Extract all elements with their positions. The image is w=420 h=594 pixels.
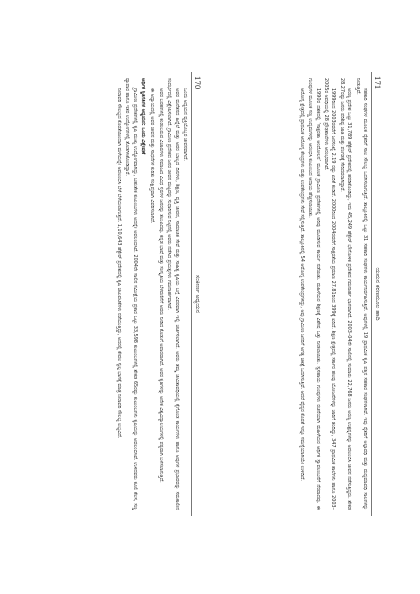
body-text <box>46 78 188 510</box>
paragraph: 1999ರಿಂದ 2003ರವರೆಗೆ ಜನಸಂಖ್ಯೆ 2.19 ರಷ್ಟು ಏರಿಕೆ ಕಂಡಿದೆ. 2000ರಿಂದ 2004ರವರೆಗೆ ಸಾಕ್ಷರತೆಯ ಪ್ರಮಾಣ 27.81ರಿಂದ 399ಕ್ಕೆ ಏರಿದೆ. ಶಿಕ್ಷಣ ಕ್ಷೇತ್ರದಲ್ಲಿ ಸರ್ಕಾರ ಹಲವು ಯೋಜನೆಗಳನ್ನು ಜಾರಿಗೆ ತಂದಿದ್ದು, 347 ಪ್ರಾಥಮಿಕ ಶಾಲೆಗಳು ಹಾಗೂ 2003–2005ರ ಅವಧಿಯಲ್ಲಿ 28 ಪ್ರೌಢಶಾಲೆಗಳು ಆರಂಭವಾಗಿವೆ. <box>322 78 337 510</box>
right-page <box>220 72 384 516</box>
header-rule <box>371 72 372 516</box>
paragraph: ನೀರಾವರಿ ಸೌಲಭ್ಯದ ಕೊರತೆಯಿಂದಾಗಿ ಮಳೆಯನ್ನೇ ಅವಲಂಬಿಸಿ ಬೆಳೆ ಬೆಳೆಯಲಾಗುತ್ತದೆ. 1,10,643 ಹೆಕ್ಟೇರ್ ಪ್ರದೇಶದಲ್ಲಿ ಕೃಷಿ ಚಟುವಟಿಕೆಗಳು ನಡೆಯುತ್ತಿದ್ದು, ಅದರಲ್ಲಿ ಕೇವಲ ಸ್ವಲ್ಪ ಭಾಗಕ್ಕೆ ಮಾತ್ರ ನೀರಾವರಿ ಸೌಲಭ್ಯ ಲಭ್ಯವಿದೆ. <box>115 88 122 439</box>
paragraph: ಅರಣ್ಯ ಪ್ರದೇಶ ಒಟ್ಟು 31,789 ಹೆಕ್ಟೇರ್ ಪ್ರದೇಶದಲ್ಲಿ ಹರಡಿಕೊಂಡಿದ್ದು, ಇದು 45,249 ಹೆಕ್ಟೇರ್ ಭೌಗೋಳಿಕ ಪ್ರದೇಶದ ಗಮನಾರ್ಹ ಭಾಗವಾಗಿದೆ. 2003–04ನೇ ಸಾಲಿನಲ್ಲಿ ಸುಮಾರು 22,768 ಜನರು ಅರಣ್ಯ ಉತ್ಪನ್ನಗಳನ್ನು ಅವಲಂಬಿಸಿ ಜೀವನ ನಡೆಸುತ್ತಿದ್ದರು. ಶೇಕಡ 28.27ರಷ್ಟು ಜನರು ಪರಿಶಿಷ್ಟ ಜಾತಿ ಮತ್ತು ಪಂಗಡಕ್ಕೆ ಸೇರಿದವರಾಗಿದ್ದಾರೆ. <box>338 78 353 510</box>
running-head: ಸಂಕೀರ್ಣ ಅಧ್ಯಯನ <box>194 274 201 314</box>
header-rule <box>191 72 192 516</box>
paragraph: ಅವರ ಬರಹಗಳಲ್ಲಿ ಕಂಡುಬರುವ ವಿಚಾರಗಳು ಸಮಾಜದ ವಿವಿಧ ಸ್ತರಗಳ ಜನರನ್ನು ತಲುಪಿದವು. ಕನ್ನಡ ಭಾಷೆ ಮತ್ತು ಸಂಸ್ಕೃತಿಯ ಬೆಳವಣಿಗೆಗೆ ಅವರು ನೀಡಿದ ಕೊಡುಗೆ ಅಪಾರವಾಗಿದೆ. ಅವರ ಕೃತಿಗಳನ್ನು ಅನೇಕ ವಿಶ್ವವಿದ್ಯಾಲಯಗಳಲ್ಲಿ ಪಠ್ಯವಾಗಿ ಬಳಸಲಾಗುತ್ತಿದೆ. <box>157 88 164 483</box>
paragraph: ಆರೋಗ್ಯ ಕ್ಷೇತ್ರದಲ್ಲಿ ಪ್ರಾಥಮಿಕ ಆರೋಗ್ಯ ಕೇಂದ್ರಗಳು ಮತ್ತು ಉಪಕೇಂದ್ರಗಳು ಸೇವೆ ಸಲ್ಲಿಸುತ್ತಿವೆ. ತಾಲ್ಲೂಕಿನಲ್ಲಿ 54 ಆರೋಗ್ಯ ಉಪಕೇಂದ್ರಗಳಿದ್ದು, ಅವು ಗ್ರಾಮೀಣ ಜನರಿಗೆ ಅಗತ್ಯ ಚಿಕಿತ್ಸೆ ಒದಗಿಸುತ್ತಿವೆ. ಆದರೆ ವೈದ್ಯರ ಕೊರತೆ ಇನ್ನೂ ಸಮಸ್ಯೆಯಾಗಿಯೇ ಉಳಿದಿದೆ. <box>298 88 305 481</box>
paragraph: ಗ್ರಾಮೀಣ ಪ್ರದೇಶಗಳಲ್ಲಿ ಕೃಷಿ ಮುಖ್ಯ ಉದ್ಯೋಗವಾಗಿದ್ದು, ಬಹುತೇಕ ಕುಟುಂಬಗಳು ಅದನ್ನೇ ಅವಲಂಬಿಸಿವೆ. 2004ನೇ ಸಾಲಿನ ಸಮೀಕ್ಷೆಯ ಪ್ರಕಾರ ಒಟ್ಟು 33,598 ಕುಟುಂಬಗಳಲ್ಲಿ ಶೇಕಡ 65ರಷ್ಟು ಕುಟುಂಬಗಳು ಕೃಷಿಯನ್ನು ಅವಲಂಬಿಸಿವೆ. ಉಳಿದವರು ಕೂಲಿ ಕೆಲಸ, ಸಣ್ಣ ವ್ಯಾಪಾರ ಹಾಗೂ ಇತರ ಉದ್ಯೋಗಗಳಲ್ಲಿ ತೊಡಗಿಸಿಕೊಂಡಿದ್ದಾರೆ. <box>124 78 138 510</box>
left-page-content <box>44 72 204 516</box>
paragraph: ಒಂದು ಅಧ್ಯಯನ ವ್ಯಕ್ತಿಯೊಬ್ಬರ ಜೀವನವಾಗಿದೆ. <box>182 88 188 161</box>
book-spread <box>44 72 384 516</box>
paragraph: ಸಹಕಾರಿ ಸಂಘಗಳ ಮೂಲಕ ರೈತರಿಗೆ ಸಾಲ ಸೌಲಭ್ಯ ಒದಗಿಸಲಾಗುತ್ತಿದೆ. ತಾಲ್ಲೂಕಿನಲ್ಲಿ ಒಟ್ಟು 31 ಸಹಕಾರಿ ಸಂಘಗಳು ಕಾರ್ಯನಿರ್ವಹಿಸುತ್ತಿವೆ. ಅವುಗಳಲ್ಲಿ 19 ಪ್ರಾಥಮಿಕ ಕೃಷಿ ಪತ್ತಿನ ಸಹಕಾರ ಸಂಘಗಳಾಗಿವೆ. ಇವು ರೈತರಿಗೆ ಅಲ್ಪಾವಧಿ ಮತ್ತು ಮಧ್ಯಮಾವಧಿ ಸಾಲಗಳನ್ನು ನೀಡುತ್ತಿವೆ. <box>354 78 368 510</box>
body-text <box>222 78 368 510</box>
paragraph: ಅವರ ಮನೆತನದ ಹಿನ್ನೆಲೆ ಮತ್ತು ಅವರ ಬಾಲ್ಯದ ದಿನಗಳು, ಶಿಕ್ಷಣ, ವೃತ್ತಿ ಜೀವನ, ಸಾಮಾಜಿಕ ಸೇವೆ ಮತ್ತು ಸಾಹಿತ್ಯ ಕೃಷಿಯ ಬಗ್ಗೆ ವಿವರವಾಗಿ ಇಲ್ಲಿ ಚರ್ಚಿಸಲಾಗಿದೆ. ಅವರು ತಮ್ಮ ಜೀವಿತಾವಧಿಯಲ್ಲಿ ಕೈಗೊಂಡ ಕಾರ್ಯಗಳು ಹಾಗೂ ಅವುಗಳ ಪ್ರಭಾವವನ್ನು ಸಮಕಾಲೀನ ಸಂದರ್ಭದಲ್ಲಿ ವಿಶ್ಲೇಷಿಸಲಾಗಿದೆ. ಗ್ರಾಮೀಣ ಪ್ರದೇಶದ ಜನರ ಜೀವನ ಮಟ್ಟವನ್ನು ಸುಧಾರಿಸುವ ನಿಟ್ಟಿನಲ್ಲಿ ಅವರು ನಡೆಸಿದ ಪ್ರಯತ್ನಗಳು ಗಮನಾರ್ಹವಾಗಿವೆ. <box>166 78 180 510</box>
right-page-content <box>220 72 384 516</box>
page-number: 171 <box>373 76 381 90</box>
running-head: ಯಮನ ಕರಣಮೂಲ ಹಾದಿ <box>374 267 381 321</box>
paragraph: 1990ರ ದಶಕದಲ್ಲಿ ‘ಸಾಕ್ಷರತಾ ಆಂದೋಲನ’ ಮೂಲಕ ಗ್ರಾಮೀಣ ಪ್ರದೇಶಗಳಲ್ಲಿ ಅರಿವು ಮೂಡಿಸುವ ಕಾರ್ಯ ನಡೆಯಿತು. ಮಹಿಳೆಯರ ಶಿಕ್ಷಣಕ್ಕೆ ವಿಶೇಷ ಒತ್ತು ನೀಡಲಾಯಿತು. ಸ್ವಸಹಾಯ ಗುಂಪುಗಳು ರಚನೆಯಾಗಿ ಮಹಿಳೆಯರ ಆರ್ಥಿಕ ಸ್ವಾವಲಂಬನೆಗೆ ನೆರವಾದವು. ಈ ಗುಂಪುಗಳ ಮೂಲಕ ಸಣ್ಣ ಉದ್ಯಮಗಳನ್ನು ಆರಂಭಿಸಿ ಕುಟುಂಬದ ಆದಾಯ ಹೆಚ್ಚಿಸಲಾಯಿತು. <box>307 78 321 510</box>
left-page <box>44 72 204 516</box>
section-subheading: ಆರ್ಥಿಕ ಸ್ಥಿತಿಗತಿಗಳ ಅಧ್ಯಯನ: ಒಂದು ವಿಶ್ಲೇಷಣೆ <box>139 78 146 155</box>
paragraph: ಈ ಅಧ್ಯಾಯದಲ್ಲಿ ಅವರ ಜೀವನ ಮತ್ತು ಸಾಧನೆಗಳ ಕುರಿತು ಸಂಕ್ಷಿಪ್ತವಾಗಿ ವಿವರಿಸಲಾಗಿದೆ. <box>149 88 156 224</box>
page-number: 170 <box>193 76 201 90</box>
